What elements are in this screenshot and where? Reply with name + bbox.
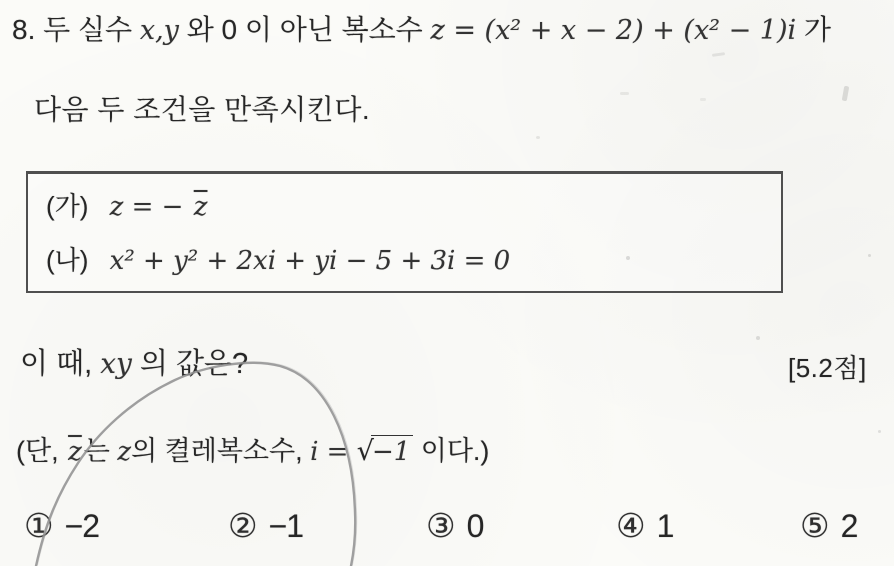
choice-5	[800, 506, 857, 545]
condition-na-label: (나)	[46, 245, 89, 275]
scan-speck	[536, 136, 540, 139]
note-line	[16, 429, 489, 468]
choice-1-circled-number: ①	[24, 507, 54, 544]
scan-speck	[756, 336, 760, 340]
points-badge: [5.2점]	[788, 353, 867, 383]
choice-3-circled-number: ③	[426, 507, 456, 544]
sqrt-radicand: −1	[371, 435, 413, 467]
intro-text-pre: 두 실수	[43, 14, 140, 45]
scan-speck	[620, 92, 629, 95]
answer-choices-row	[0, 506, 894, 554]
condition-box	[26, 171, 783, 293]
note-z-variable: z	[117, 437, 132, 467]
choice-5-value: 2	[840, 508, 858, 544]
problem-number: 8.	[12, 14, 36, 45]
complex-number-expression: z = (x² + x − 2) + (x² − 1)i	[430, 15, 797, 46]
condition-ga	[46, 186, 209, 223]
choice-2-value: −1	[268, 508, 304, 544]
choice-3-value: 0	[466, 508, 484, 544]
scan-speck	[842, 86, 850, 102]
condition-ga-expression	[110, 192, 210, 222]
condition-na-expression: x² + y² + 2xi + yi − 5 + 3i = 0	[109, 246, 511, 276]
choice-2	[228, 506, 303, 545]
note-text-3: 의 켤레복소수,	[131, 436, 311, 466]
scan-speck	[712, 52, 725, 57]
note-text-close: 이다.)	[413, 436, 490, 466]
note-i-equals: i =	[310, 437, 357, 467]
condition-ga-label: (가)	[46, 191, 89, 221]
scan-speck	[878, 430, 881, 433]
note-text-2: 는	[83, 436, 118, 466]
condition-na	[46, 240, 510, 277]
choice-4-circled-number: ④	[616, 507, 646, 544]
z-conjugate: $\overline{z}$	[193, 192, 208, 222]
question-text-post: 의 값은?	[139, 348, 249, 380]
intro-variables: x,y	[139, 15, 179, 46]
question-expression-xy: xy	[100, 347, 132, 380]
note-text-open: (단,	[16, 436, 67, 466]
choice-1	[24, 506, 99, 545]
choice-4	[616, 506, 673, 545]
choice-5-circled-number: ⑤	[800, 507, 830, 544]
intro-text-post: 가	[803, 14, 831, 45]
sqrt-radical-sign: √	[356, 436, 374, 467]
scan-speck	[868, 254, 871, 257]
note-z-conjugate: $\overline{z}$	[68, 437, 82, 467]
question-text-pre: 이 때,	[20, 348, 101, 380]
intro-text-mid: 와 0 이 아닌 복소수	[186, 14, 431, 45]
question-line	[20, 341, 248, 382]
condition-ga-expr-pre: z = −	[109, 192, 184, 222]
problem-statement-line1	[12, 8, 831, 48]
scan-speck	[700, 98, 706, 101]
choice-4-value: 1	[656, 508, 674, 544]
problem-statement-line2: 다음 두 조건을 만족시킨다.	[34, 94, 371, 125]
choice-2-circled-number: ②	[228, 507, 258, 544]
choice-1-value: −2	[64, 508, 100, 544]
choice-3	[426, 506, 483, 545]
